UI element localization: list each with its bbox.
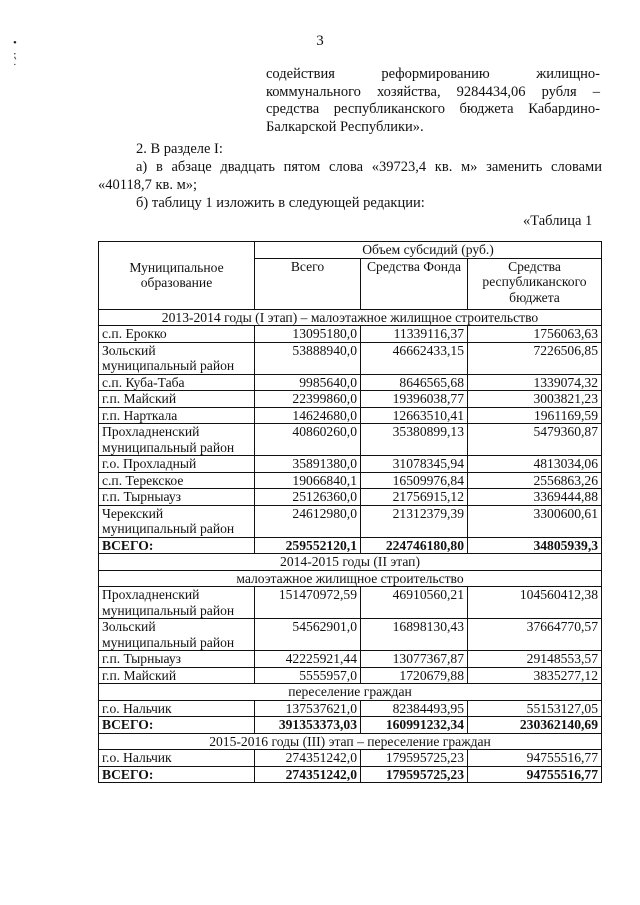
republic-cell: 1961169,59 xyxy=(468,407,602,424)
table-row xyxy=(99,391,602,408)
municipality-cell: г.о. Прохладный xyxy=(99,456,255,473)
table-row xyxy=(99,407,602,424)
fund-cell: 160991232,34 xyxy=(361,717,468,734)
republic-cell: 3369444,88 xyxy=(468,489,602,506)
intro-paragraph: содействия реформированию жилищно-коммунального хозяйства, 9284434,06 рубля – средства республиканского бюджета Кабардино-Балкарской Республики». xyxy=(266,66,600,135)
fund-cell: 16509976,84 xyxy=(361,472,468,489)
total-cell: 274351242,0 xyxy=(255,750,361,767)
margin-dash-mark: · xyxy=(13,59,17,71)
header-municipality: Муниципальное образование xyxy=(99,242,255,310)
municipality-cell: с.п. Ерокко xyxy=(99,326,255,343)
stage3-rows xyxy=(99,750,602,767)
total-cell: 24612980,0 xyxy=(255,505,361,537)
total-cell: 274351242,0 xyxy=(255,766,361,783)
municipality-cell: Прохладненский муниципальный район xyxy=(99,424,255,456)
stage3-total xyxy=(99,766,602,783)
table-row xyxy=(99,667,602,684)
fund-cell: 179595725,23 xyxy=(361,750,468,767)
total-cell: 259552120,1 xyxy=(255,537,361,554)
municipality-cell: г.п. Майский xyxy=(99,667,255,684)
total-cell: 19066840,1 xyxy=(255,472,361,489)
republic-cell: 3003821,23 xyxy=(468,391,602,408)
municipality-cell: г.о. Нальчик xyxy=(99,750,255,767)
table-row xyxy=(99,326,602,343)
republic-cell: 55153127,05 xyxy=(468,700,602,717)
municipality-cell: ВСЕГО: xyxy=(99,537,255,554)
republic-cell: 230362140,69 xyxy=(468,717,602,734)
stage2-title: 2014-2015 годы (II этап) xyxy=(99,554,602,571)
fund-cell: 21312379,39 xyxy=(361,505,468,537)
header-republic: Средства республиканского бюджета xyxy=(468,258,602,309)
table-row xyxy=(99,651,602,668)
table-row xyxy=(99,489,602,506)
republic-cell: 4813034,06 xyxy=(468,456,602,473)
republic-cell: 29148553,57 xyxy=(468,651,602,668)
total-row xyxy=(99,717,602,734)
margin-dot-mark: ⁏ xyxy=(13,49,17,61)
table-caption: «Таблица 1 xyxy=(523,213,593,229)
total-cell: 14624680,0 xyxy=(255,407,361,424)
subsidy-table xyxy=(98,241,602,783)
fund-cell: 21756915,12 xyxy=(361,489,468,506)
stage1-title: 2013-2014 годы (I этап) – малоэтажное жилищное строительство xyxy=(99,309,602,326)
municipality-cell: г.п. Майский xyxy=(99,391,255,408)
fund-cell: 8646565,68 xyxy=(361,374,468,391)
fund-cell: 224746180,80 xyxy=(361,537,468,554)
total-cell: 54562901,0 xyxy=(255,619,361,651)
total-cell: 9985640,0 xyxy=(255,374,361,391)
stage1-total xyxy=(99,537,602,554)
fund-cell: 35380899,13 xyxy=(361,424,468,456)
header-subsidy-volume: Объем субсидий (руб.) xyxy=(255,242,602,259)
table-row xyxy=(99,587,602,619)
header-total: Всего xyxy=(255,258,361,309)
republic-cell: 7226506,85 xyxy=(468,342,602,374)
table-row xyxy=(99,424,602,456)
fund-cell: 82384493,95 xyxy=(361,700,468,717)
section-heading: 2. В разделе I: xyxy=(136,141,223,157)
republic-cell: 94755516,77 xyxy=(468,750,602,767)
table-row xyxy=(99,374,602,391)
total-row xyxy=(99,766,602,783)
total-row xyxy=(99,537,602,554)
republic-cell: 1756063,63 xyxy=(468,326,602,343)
fund-cell: 11339116,37 xyxy=(361,326,468,343)
fund-cell: 13077367,87 xyxy=(361,651,468,668)
municipality-cell: ВСЕГО: xyxy=(99,766,255,783)
table-row xyxy=(99,505,602,537)
margin-bullet-mark: • xyxy=(13,37,17,49)
municipality-cell: с.п. Куба-Таба xyxy=(99,374,255,391)
table-header-row xyxy=(99,242,602,259)
fund-cell: 46910560,21 xyxy=(361,587,468,619)
total-cell: 137537621,0 xyxy=(255,700,361,717)
total-cell: 40860260,0 xyxy=(255,424,361,456)
municipality-cell: Зольский муниципальный район xyxy=(99,619,255,651)
stage2-total xyxy=(99,717,602,734)
municipality-cell: г.о. Нальчик xyxy=(99,700,255,717)
stage2-resettlement-rows xyxy=(99,700,602,717)
table-row xyxy=(99,750,602,767)
republic-cell: 5479360,87 xyxy=(468,424,602,456)
page-number: 3 xyxy=(316,33,324,49)
total-cell: 35891380,0 xyxy=(255,456,361,473)
republic-cell: 104560412,38 xyxy=(468,587,602,619)
municipality-cell: г.п. Тырныауз xyxy=(99,489,255,506)
total-cell: 53888940,0 xyxy=(255,342,361,374)
fund-cell: 12663510,41 xyxy=(361,407,468,424)
fund-cell: 1720679,88 xyxy=(361,667,468,684)
municipality-cell: Прохладненский муниципальный район xyxy=(99,587,255,619)
republic-cell: 94755516,77 xyxy=(468,766,602,783)
total-cell: 13095180,0 xyxy=(255,326,361,343)
stage2-construction-subtitle: малоэтажное жилищное строительство xyxy=(99,570,602,587)
stage3-title: 2015-2016 годы (III) этап – переселение граждан xyxy=(99,733,602,750)
republic-cell: 37664770,57 xyxy=(468,619,602,651)
stage2-construction-rows xyxy=(99,587,602,684)
republic-cell: 3300600,61 xyxy=(468,505,602,537)
republic-cell: 1339074,32 xyxy=(468,374,602,391)
municipality-cell: с.п. Терекское xyxy=(99,472,255,489)
total-cell: 25126360,0 xyxy=(255,489,361,506)
total-cell: 5555957,0 xyxy=(255,667,361,684)
stage2-resettlement-subtitle: переселение граждан xyxy=(99,684,602,701)
total-cell: 391353373,03 xyxy=(255,717,361,734)
amendment-item-a: а) в абзаце двадцать пятом слова «39723,4 кв. м» заменить словами «40118,7 кв. м»; xyxy=(98,159,602,193)
table-row xyxy=(99,619,602,651)
municipality-cell: Зольский муниципальный район xyxy=(99,342,255,374)
header-fund: Средства Фонда xyxy=(361,258,468,309)
table-row xyxy=(99,700,602,717)
fund-cell: 19396038,77 xyxy=(361,391,468,408)
stage1-rows xyxy=(99,326,602,538)
municipality-cell: ВСЕГО: xyxy=(99,717,255,734)
republic-cell: 2556863,26 xyxy=(468,472,602,489)
fund-cell: 16898130,43 xyxy=(361,619,468,651)
republic-cell: 3835277,12 xyxy=(468,667,602,684)
municipality-cell: г.п. Нарткала xyxy=(99,407,255,424)
amendment-item-b: б) таблицу 1 изложить в следующей редакции: xyxy=(136,195,425,211)
fund-cell: 46662433,15 xyxy=(361,342,468,374)
table-row xyxy=(99,456,602,473)
table-row xyxy=(99,472,602,489)
republic-cell: 34805939,3 xyxy=(468,537,602,554)
total-cell: 151470972,59 xyxy=(255,587,361,619)
total-cell: 22399860,0 xyxy=(255,391,361,408)
fund-cell: 179595725,23 xyxy=(361,766,468,783)
municipality-cell: г.п. Тырныауз xyxy=(99,651,255,668)
total-cell: 42225921,44 xyxy=(255,651,361,668)
table-row xyxy=(99,342,602,374)
municipality-cell: Черекский муниципальный район xyxy=(99,505,255,537)
fund-cell: 31078345,94 xyxy=(361,456,468,473)
